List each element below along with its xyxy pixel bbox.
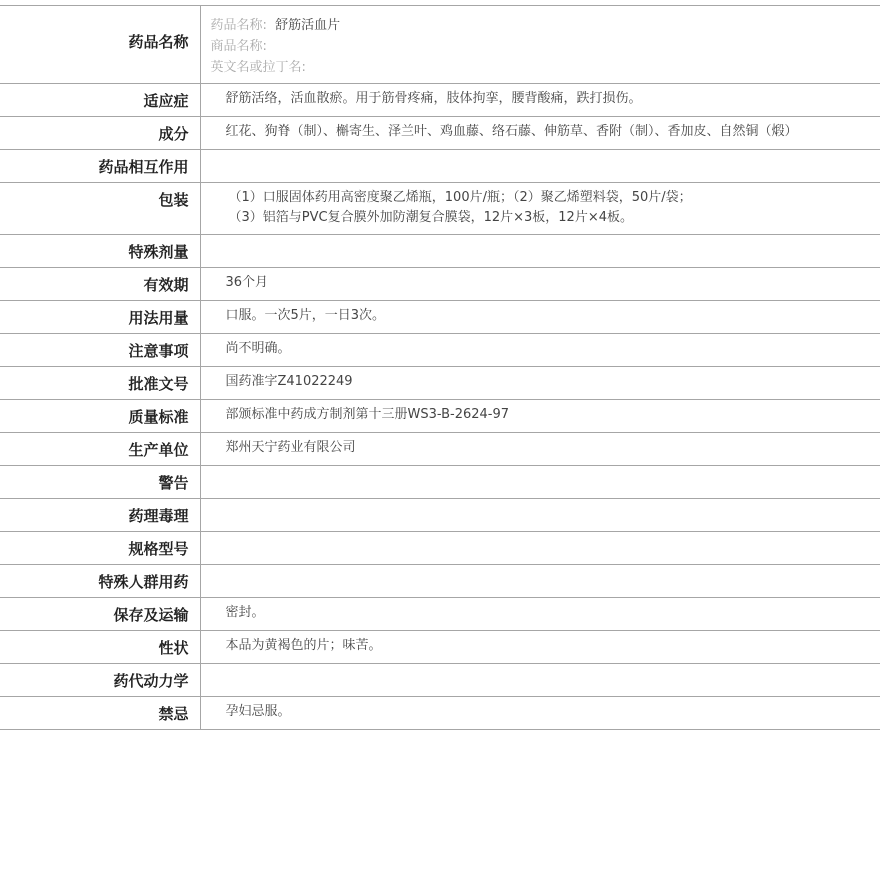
label-special-dosage: 特殊剂量 (0, 235, 200, 268)
row-quality-standard (0, 400, 880, 433)
row-description (0, 631, 880, 664)
label-usage-dosage: 用法用量 (0, 301, 200, 334)
row-indications (0, 84, 880, 117)
row-manufacturer (0, 433, 880, 466)
value-interactions (200, 150, 880, 183)
value-description: 本品为黄褐色的片；味苦。 (225, 638, 382, 653)
label-approval-number: 批准文号 (0, 367, 200, 400)
value-packaging (200, 183, 880, 235)
value-pharmacology-toxicology (200, 499, 880, 532)
row-warning (0, 466, 880, 499)
value-quality-standard: 部颁标准中药成方制剂第十三册WS3-B-2624-97 (225, 407, 510, 422)
label-pharmacology-toxicology: 药理毒理 (0, 499, 200, 532)
value-contraindications: 孕妇忌服。 (225, 704, 291, 719)
trade-name-key: 商品名称: (210, 39, 267, 54)
value-usage-dosage: 口服。一次5片，一日3次。 (225, 308, 386, 323)
value-drug-name (200, 6, 880, 84)
value-specification (200, 532, 880, 565)
row-pharmacology-toxicology (0, 499, 880, 532)
label-interactions: 药品相互作用 (0, 150, 200, 183)
value-ingredients: 红花、狗脊（制）、槲寄生、泽兰叶、鸡血藤、络石藤、伸筋草、香附（制）、香加皮、自然铜（煅） (225, 124, 798, 139)
row-specification (0, 532, 880, 565)
label-specification: 规格型号 (0, 532, 200, 565)
row-packaging (0, 183, 880, 235)
row-drug-name (0, 6, 880, 84)
row-contraindications (0, 697, 880, 730)
value-special-dosage (200, 235, 880, 268)
label-ingredients: 成分 (0, 117, 200, 150)
label-indications: 适应症 (0, 84, 200, 117)
label-drug-name: 药品名称 (0, 6, 200, 84)
packaging-line-2: （3）铝箔与PVC复合膜外加防潮复合膜袋，12片×3板，12片×4板。 (228, 210, 633, 225)
value-shelf-life: 36个月 (225, 275, 269, 290)
value-storage-transport: 密封。 (225, 605, 265, 620)
english-name-key: 英文名或拉丁名: (210, 60, 306, 75)
label-packaging: 包装 (0, 183, 200, 235)
value-special-populations (200, 565, 880, 598)
row-usage-dosage (0, 301, 880, 334)
value-indications: 舒筋活络，活血散瘀。用于筋骨疼痛，肢体拘挛，腰背酸痛，跌打损伤。 (225, 91, 642, 106)
generic-name-line (211, 15, 801, 36)
label-special-populations: 特殊人群用药 (0, 565, 200, 598)
drug-info-table (0, 5, 880, 730)
label-storage-transport: 保存及运输 (0, 598, 200, 631)
label-quality-standard: 质量标准 (0, 400, 200, 433)
generic-name-key: 药品名称: (210, 18, 267, 33)
row-interactions (0, 150, 880, 183)
row-approval-number (0, 367, 880, 400)
label-warning: 警告 (0, 466, 200, 499)
value-manufacturer: 郑州天宁药业有限公司 (225, 440, 356, 455)
row-pharmacokinetics (0, 664, 880, 697)
trade-name-line (211, 36, 801, 57)
label-pharmacokinetics: 药代动力学 (0, 664, 200, 697)
drug-info-sheet (0, 5, 880, 730)
value-pharmacokinetics (200, 664, 880, 697)
label-precautions: 注意事项 (0, 334, 200, 367)
label-contraindications: 禁忌 (0, 697, 200, 730)
packaging-line-1: （1）口服固体药用高密度聚乙烯瓶，100片/瓶；（2）聚乙烯塑料袋，50片/袋； (228, 190, 692, 205)
label-shelf-life: 有效期 (0, 268, 200, 301)
row-shelf-life (0, 268, 880, 301)
generic-name-value: 舒筋活血片 (275, 18, 341, 33)
row-special-dosage (0, 235, 880, 268)
value-approval-number: 国药准字Z41022249 (225, 374, 353, 389)
value-warning (200, 466, 880, 499)
label-manufacturer: 生产单位 (0, 433, 200, 466)
label-description: 性状 (0, 631, 200, 664)
english-name-line (211, 57, 801, 78)
row-precautions (0, 334, 880, 367)
row-special-populations (0, 565, 880, 598)
row-storage-transport (0, 598, 880, 631)
value-precautions: 尚不明确。 (225, 341, 291, 356)
row-ingredients (0, 117, 880, 150)
